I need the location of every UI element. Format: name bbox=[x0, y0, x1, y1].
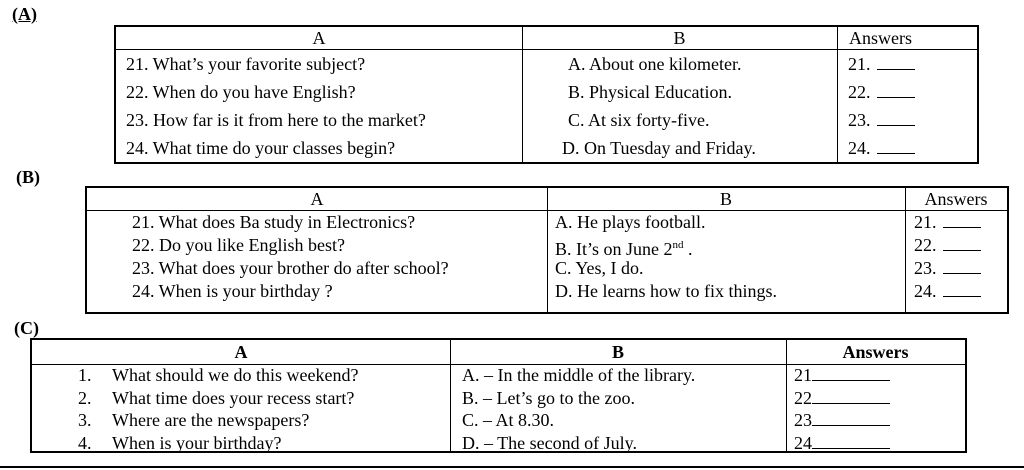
table-row bbox=[32, 387, 965, 410]
matching-table-a bbox=[114, 25, 979, 164]
question-text: What time does your recess start? bbox=[112, 387, 355, 408]
header-b: B bbox=[611, 342, 624, 362]
question-text: 22. When do you have English? bbox=[126, 82, 356, 102]
answer-number: 22. bbox=[914, 235, 937, 255]
question-text: 21. What’s your favorite subject? bbox=[126, 54, 366, 74]
answer-blank[interactable] bbox=[812, 380, 890, 381]
header-answers: Answers bbox=[924, 189, 988, 209]
table-row bbox=[116, 50, 977, 78]
question-text: 23. How far is it from here to the market? bbox=[126, 110, 426, 130]
answer-number: 21. bbox=[914, 212, 937, 232]
response-text: D. – The second of July. bbox=[462, 432, 637, 453]
response-text: A. He plays football. bbox=[555, 212, 706, 232]
response-text: D. He learns how to fix things. bbox=[555, 281, 777, 301]
question-number: 2. bbox=[78, 387, 92, 408]
header-b: B bbox=[719, 189, 732, 209]
answer-blank[interactable] bbox=[812, 448, 890, 449]
table-row bbox=[32, 409, 965, 432]
matching-table-c bbox=[30, 338, 967, 453]
question-number: 4. bbox=[78, 432, 92, 453]
table-row bbox=[87, 234, 1007, 257]
table-row bbox=[87, 257, 1007, 280]
question-text: 22. Do you like English best? bbox=[132, 235, 345, 255]
table-row bbox=[116, 134, 977, 162]
response-text: C. Yes, I do. bbox=[555, 258, 644, 278]
question-number: 3. bbox=[78, 410, 92, 430]
response-text: B. Physical Education. bbox=[568, 82, 732, 102]
answer-blank[interactable] bbox=[812, 403, 890, 404]
answer-number: 21. bbox=[848, 54, 871, 74]
bottom-divider bbox=[0, 466, 1024, 468]
response-text: D. On Tuesday and Friday. bbox=[562, 138, 756, 158]
response-text: A. About one kilometer. bbox=[568, 54, 742, 74]
section-a-label: (A) bbox=[12, 4, 37, 24]
response-text: C. – At 8.30. bbox=[462, 410, 555, 430]
header-b: B bbox=[673, 28, 686, 48]
answer-number: 22 bbox=[794, 387, 812, 408]
answer-blank[interactable] bbox=[877, 69, 915, 70]
question-text: 23. What does your brother do after school? bbox=[132, 258, 449, 278]
table-row bbox=[32, 364, 965, 387]
answer-number: 24 bbox=[794, 432, 812, 453]
answer-blank[interactable] bbox=[943, 227, 981, 228]
answer-blank[interactable] bbox=[943, 250, 981, 251]
answer-blank[interactable] bbox=[877, 97, 915, 98]
table-row bbox=[116, 106, 977, 134]
matching-table-b bbox=[85, 186, 1009, 314]
header-a: A bbox=[312, 28, 326, 48]
section-b-label: (B) bbox=[16, 167, 40, 187]
answer-number: 21 bbox=[794, 365, 812, 385]
question-text: When is your birthday? bbox=[112, 432, 282, 453]
header-a: A bbox=[234, 342, 248, 362]
answer-number: 24. bbox=[914, 281, 937, 301]
table-row bbox=[87, 211, 1007, 234]
question-text: Where are the newspapers? bbox=[112, 410, 310, 430]
answer-number: 23 bbox=[794, 410, 812, 430]
header-answers: Answers bbox=[849, 28, 912, 48]
question-text: 24. What time do your classes begin? bbox=[126, 138, 396, 158]
answer-blank[interactable] bbox=[943, 296, 981, 297]
answer-blank[interactable] bbox=[943, 273, 981, 274]
response-text: B. – Let’s go to the zoo. bbox=[462, 387, 635, 408]
question-number: 1. bbox=[78, 365, 92, 385]
response-text: C. At six forty-five. bbox=[568, 110, 710, 130]
answer-blank[interactable] bbox=[812, 425, 890, 426]
answer-blank[interactable] bbox=[877, 125, 915, 126]
answer-blank[interactable] bbox=[877, 153, 915, 154]
table-row bbox=[116, 78, 977, 106]
answer-number: 24. bbox=[848, 138, 871, 158]
table-row bbox=[87, 280, 1007, 303]
answer-number: 23. bbox=[848, 110, 871, 130]
answer-number: 22. bbox=[848, 82, 871, 102]
section-c-label: (C) bbox=[14, 318, 39, 338]
answer-number: 23. bbox=[914, 258, 937, 278]
header-a: A bbox=[310, 189, 324, 209]
table-row bbox=[32, 432, 965, 455]
header-answers: Answers bbox=[842, 342, 909, 362]
question-text: 21. What does Ba study in Electronics? bbox=[132, 212, 416, 232]
response-text: A. – In the middle of the library. bbox=[462, 365, 696, 385]
question-text: What should we do this weekend? bbox=[112, 365, 359, 385]
question-text: 24. When is your birthday ? bbox=[132, 281, 333, 301]
response-text: B. It’s on June 2nd . bbox=[555, 239, 693, 259]
